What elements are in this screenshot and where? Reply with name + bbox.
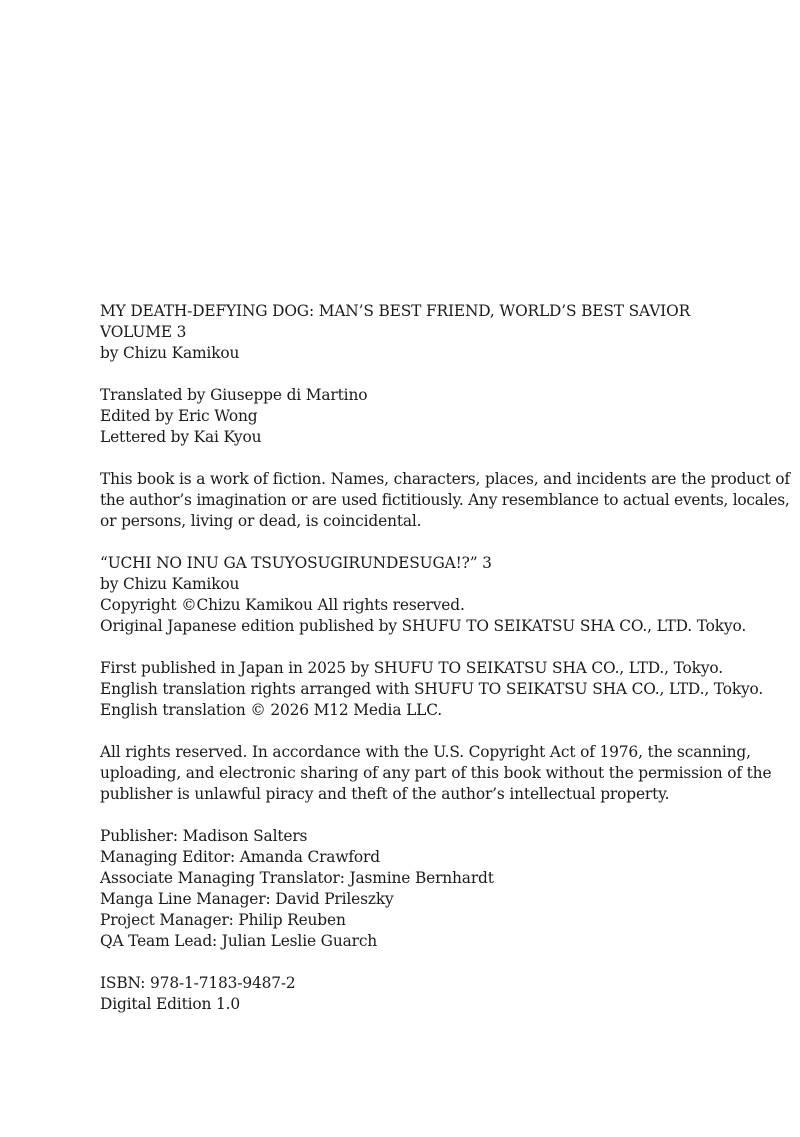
rights-line: All rights reserved. In accordance with the U.S. Copyright Act of 1976, the scanning, [100, 743, 751, 761]
original-copyright: Copyright ©Chizu Kamikou All rights reserved. [100, 596, 465, 614]
original-edition-block [100, 553, 760, 637]
translation-rights-line: English translation rights arranged with SHUFU TO SEIKATSU SHA CO., LTD., Tokyo. [100, 680, 764, 698]
staff-publisher: Publisher: Madison Salters [100, 827, 308, 845]
editor-credit: Edited by Eric Wong [100, 407, 258, 425]
title-block [100, 301, 760, 364]
rights-reserved-block [100, 742, 772, 805]
staff-managing-editor: Managing Editor: Amanda Crawford [100, 848, 380, 866]
original-author: by Chizu Kamikou [100, 575, 240, 593]
original-publisher: Original Japanese edition published by SHUFU TO SEIKATSU SHA CO., LTD. Tokyo. [100, 617, 747, 635]
isbn-number: ISBN: 978-1-7183-9487-2 [100, 974, 296, 992]
fiction-notice-line: or persons, living or dead, is coincidental. [100, 512, 422, 530]
fiction-notice-line: This book is a work of fiction. Names, characters, places, and incidents are the product of [100, 470, 790, 488]
rights-line: uploading, and electronic sharing of any part of this book without the permission of the [100, 764, 772, 782]
letterer-credit: Lettered by Kai Kyou [100, 428, 262, 446]
volume-number: VOLUME 3 [100, 323, 187, 341]
rights-line: publisher is unlawful piracy and theft of the author’s intellectual property. [100, 785, 670, 803]
book-title: MY DEATH-DEFYING DOG: MAN’S BEST FRIEND, WORLD’S BEST SAVIOR [100, 302, 691, 320]
translator-credit: Translated by Giuseppe di Martino [100, 386, 368, 404]
staff-line-manager: Manga Line Manager: David Prileszky [100, 890, 394, 908]
fiction-notice [100, 469, 790, 532]
original-title: “UCHI NO INU GA TSUYOSUGIRUNDESUGA!?” 3 [100, 554, 492, 572]
staff-project-manager: Project Manager: Philip Reuben [100, 911, 346, 929]
author-line: by Chizu Kamikou [100, 344, 240, 362]
translation-copyright-line: English translation © 2026 M12 Media LLC. [100, 701, 443, 719]
copyright-page [100, 301, 790, 1036]
staff-associate-translator: Associate Managing Translator: Jasmine Bernhardt [100, 869, 494, 887]
fiction-notice-line: the author’s imagination or are used fictitiously. Any resemblance to actual events, locales, [100, 491, 790, 509]
credits-block [100, 385, 760, 448]
first-published-line: First published in Japan in 2025 by SHUFU TO SEIKATSU SHA CO., LTD., Tokyo. [100, 659, 723, 677]
staff-qa-lead: QA Team Lead: Julian Leslie Guarch [100, 932, 378, 950]
edition-label: Digital Edition 1.0 [100, 995, 241, 1013]
publication-block [100, 658, 764, 721]
staff-credits-block [100, 826, 760, 952]
isbn-block [100, 973, 760, 1015]
